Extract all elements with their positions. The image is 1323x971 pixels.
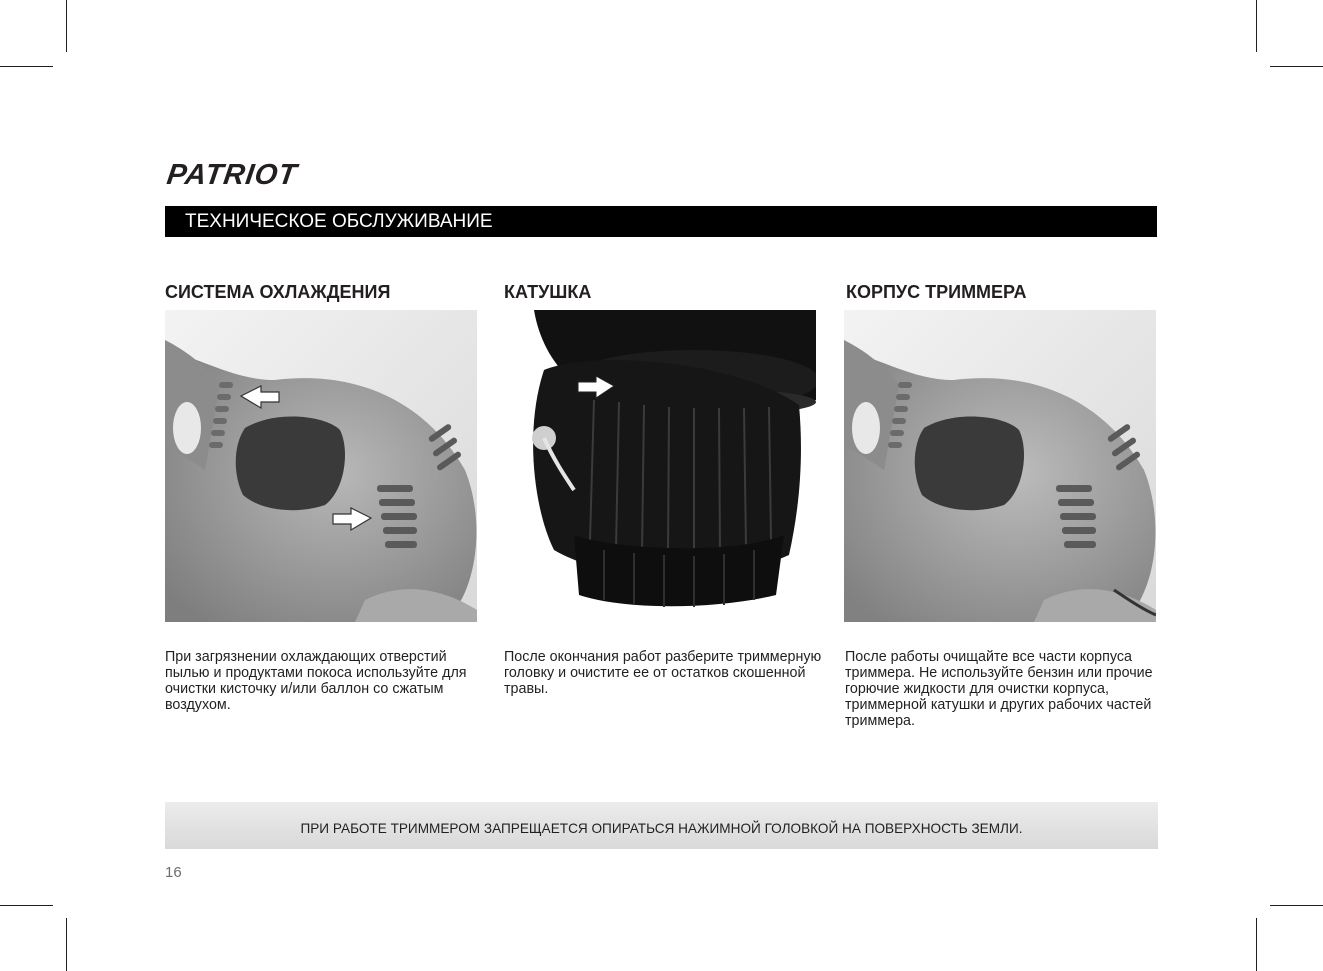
brand-logo: PATRIOT	[164, 159, 300, 191]
trimmer-body-heading: КОРПУС ТРИММЕРА	[846, 282, 1027, 302]
trimmer-body-photo	[844, 310, 1156, 622]
cooling-system-heading: СИСТЕМА ОХЛАЖДЕНИЯ	[165, 282, 391, 302]
crop-mark	[1256, 0, 1257, 52]
cooling-system-text: При загрязнении охлаждающих отверстий пылью и продуктами покоса используйте для очистки кисточку и/или баллон со сжатым воздухом.	[165, 649, 467, 713]
cooling-system-photo	[165, 310, 477, 622]
crop-mark	[1270, 905, 1323, 906]
section-title: ТЕХНИЧЕСКОЕ ОБСЛУЖИВАНИЕ	[185, 211, 493, 232]
section-header-bar	[165, 206, 1157, 237]
spool-photo	[504, 310, 816, 622]
crop-mark	[0, 905, 53, 906]
crop-mark	[0, 66, 53, 67]
crop-mark	[66, 0, 67, 52]
spool-heading: КАТУШКА	[504, 282, 592, 302]
crop-mark	[1256, 918, 1257, 971]
warning-text: ПРИ РАБОТЕ ТРИММЕРОМ ЗАПРЕЩАЕТСЯ ОПИРАТЬСЯ НАЖИМНОЙ ГОЛОВКОЙ НА ПОВЕРХНОСТЬ ЗЕМЛИ.	[300, 821, 1023, 836]
crop-mark	[1270, 66, 1323, 67]
page-number: 16	[165, 864, 182, 881]
trimmer-body-text: После работы очищайте все части корпуса триммера. Не используйте бензин или прочие горючие жидкости для очистки корпуса, триммерной катушки и других рабочих частей триммера.	[845, 649, 1153, 729]
warning-bar	[165, 802, 1158, 849]
crop-mark	[66, 918, 67, 971]
spool-text: После окончания работ разберите триммерную головку и очистите ее от остатков скошенной травы.	[504, 649, 822, 697]
